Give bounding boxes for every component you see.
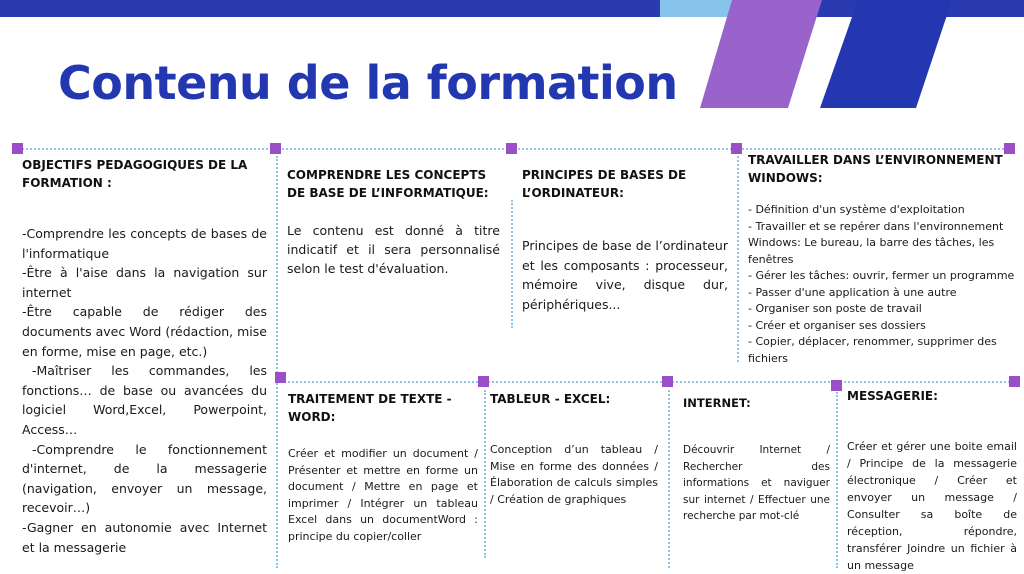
internet-heading: INTERNET:: [683, 396, 751, 410]
objectif-item: -Être capable de rédiger des documents avec Word (rédaction, mise en forme, mise en page, etc.): [22, 304, 267, 359]
marker-square: [12, 143, 23, 154]
objectif-item: -Maîtriser les commandes, les fonctions… de base ou avancées du logiciel Word,Excel, Powerpoint, Access…: [22, 363, 267, 437]
marker-square: [275, 372, 286, 383]
excel-heading: TABLEUR - EXCEL:: [490, 392, 611, 406]
page-title: Contenu de la formation: [58, 56, 678, 110]
principes-heading: PRINCIPES DE BASES DE L’ORDINATEUR:: [522, 168, 687, 200]
windows-item: - Passer d'une application à une autre: [748, 285, 957, 299]
marker-square: [506, 143, 517, 154]
vertical-divider-5: [668, 390, 670, 568]
purple-parallelogram: [700, 0, 822, 108]
windows-list: [748, 202, 1016, 367]
windows-item: - Définition d'un système d'exploitation: [748, 203, 965, 216]
word-text: Créer et modifier un document / Présenter et mettre en forme un document / Mettre en page et imprimer / Intégrer un tableau Excel dans un documentWord : principe du copier/coller: [288, 447, 478, 543]
concepts-text: Le contenu est donné à titre indicatif et il sera personnalisé selon le test d'évaluation.: [287, 223, 500, 276]
decorative-shapes: [690, 0, 1024, 115]
vertical-divider-2: [511, 200, 513, 328]
marker-square: [731, 143, 742, 154]
marker-square: [662, 376, 673, 387]
objectif-item: -Être à l'aise dans la navigation sur internet: [22, 265, 267, 300]
windows-item: - Travailler et se repérer dans l'environnement Windows: Le bureau, la barre des tâches, les fenêtres: [748, 219, 1004, 266]
messagerie-heading: MESSAGERIE:: [847, 389, 938, 403]
messagerie-text: Créer et gérer une boite email / Principe de la messagerie électronique / Créer et envoyer un message / Consulter sa boîte de réception, répondre, transférer Joindre un fichier à un message: [847, 440, 1017, 572]
objectif-item: -Comprendre le fonctionnement d'internet, de la messagerie (navigation, envoyer un message, recevoir…): [22, 441, 267, 516]
objectifs-heading: OBJECTIFS PEDAGOGIQUES DE LA FORMATION :: [22, 158, 248, 190]
principes-text: Principes de base de l’ordinateur et les composants : processeur, mémoire vive, disque dur, périphériques...: [522, 238, 728, 312]
marker-square: [478, 376, 489, 387]
vertical-divider-4: [484, 390, 486, 558]
objectifs-list: [22, 224, 267, 557]
windows-item: - Organiser son poste de travail: [748, 302, 922, 315]
concepts-heading: COMPRENDRE LES CONCEPTS DE BASE DE L’INFORMATIQUE:: [287, 168, 489, 200]
word-heading: TRAITEMENT DE TEXTE - WORD:: [288, 392, 452, 424]
divider-middle: [280, 381, 1014, 383]
objectif-item: -Gagner en autonomie avec Internet et la messagerie: [22, 519, 267, 555]
vertical-divider-1: [276, 156, 278, 568]
internet-text: Découvrir Internet / Rechercher des informations et naviguer sur internet / Effectuer une recherche par mot-clé: [683, 444, 830, 522]
windows-heading: TRAVAILLER DANS L’ENVIRONNEMENT WINDOWS:: [748, 153, 1003, 185]
marker-square: [270, 143, 281, 154]
vertical-divider-3: [737, 152, 739, 362]
marker-square: [1009, 376, 1020, 387]
vertical-divider-6: [836, 392, 838, 568]
blue-parallelogram: [820, 0, 952, 108]
windows-item: - Gérer les tâches: ouvrir, fermer un programme: [748, 269, 1015, 282]
windows-item: - Copier, déplacer, renommer, supprimer des fichiers: [748, 335, 997, 365]
windows-item: - Créer et organiser ses dossiers: [748, 318, 926, 332]
excel-text: Conception d’un tableau / Mise en forme des données / Élaboration de calculs simples / Création de graphiques: [490, 443, 658, 506]
marker-square: [831, 380, 842, 391]
objectif-item: -Comprendre les concepts de bases de l'informatique: [22, 226, 267, 261]
